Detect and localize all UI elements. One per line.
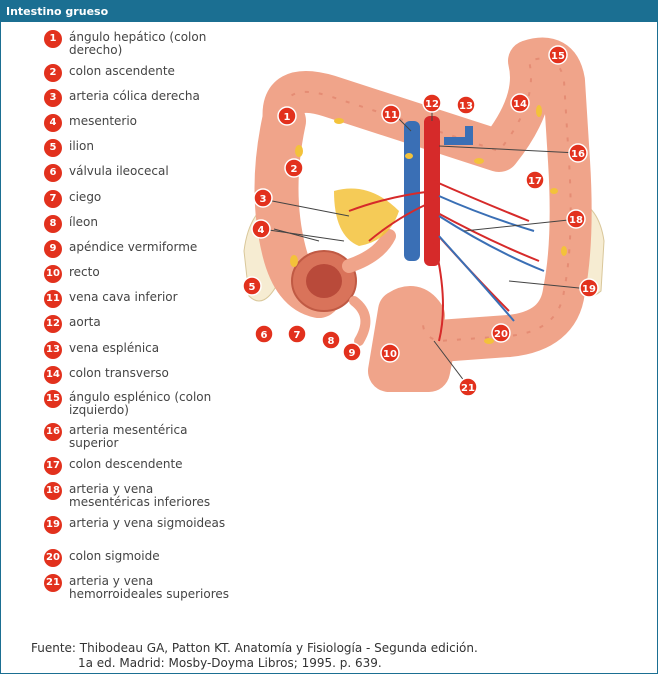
svg-text:18: 18 — [569, 215, 583, 226]
svg-text:19: 19 — [582, 284, 596, 295]
legend-label: ilion — [69, 139, 94, 153]
number-badge: 19 — [44, 516, 62, 534]
number-badge: 12 — [44, 315, 62, 333]
number-badge: 7 — [44, 190, 62, 208]
mesenteric-veins — [439, 196, 544, 321]
svg-text:6: 6 — [260, 330, 268, 341]
svg-text:21: 21 — [461, 383, 475, 394]
number-badge: 11 — [44, 290, 62, 308]
citation-line-2: 1a ed. Madrid: Mosby-Doyma Libros; 1995. p. 639. — [78, 656, 382, 670]
svg-text:8: 8 — [327, 336, 335, 347]
legend-label: arteria y vena hemorroideales superiores — [69, 574, 229, 601]
svg-text:20: 20 — [494, 329, 508, 340]
illustration-badge — [252, 220, 270, 238]
number-badge: 20 — [44, 549, 62, 567]
legend-label: colon descendente — [69, 457, 183, 471]
illustration-badge — [255, 325, 273, 343]
legend-label: colon sigmoide — [69, 549, 160, 563]
illustration-badge — [459, 378, 477, 396]
legend-label: vena cava inferior — [69, 290, 178, 304]
illustration-badge — [322, 331, 340, 349]
illustration-badge — [285, 159, 303, 177]
legend-label: colon ascendente — [69, 64, 175, 78]
legend-label: mesenterio — [69, 114, 138, 128]
svg-text:5: 5 — [248, 282, 256, 293]
legend-label: ángulo hepático (colon derecho) — [69, 30, 207, 57]
number-badge: 8 — [44, 215, 62, 233]
illustration-badge — [549, 46, 567, 64]
illustration-badge — [243, 277, 261, 295]
illustration-badge — [511, 94, 529, 112]
panel-title: Intestino grueso — [6, 5, 109, 18]
illustration-badge — [288, 325, 306, 343]
svg-text:4: 4 — [257, 225, 265, 236]
illustration-badge — [382, 105, 400, 123]
legend-label: vena esplénica — [69, 341, 160, 355]
legend-label: arteria y vena mesentéricas inferiores — [69, 482, 211, 509]
svg-text:17: 17 — [528, 176, 542, 187]
svg-text:3: 3 — [259, 194, 267, 205]
svg-text:1: 1 — [283, 112, 291, 123]
illustration-badge — [567, 210, 585, 228]
svg-text:11: 11 — [384, 110, 398, 121]
legend-label: colon transverso — [69, 366, 169, 380]
svg-text:7: 7 — [293, 330, 301, 341]
number-badge: 10 — [44, 265, 62, 283]
legend-label: apéndice vermiforme — [69, 240, 198, 254]
inferior-vena-cava — [404, 121, 420, 261]
svg-text:13: 13 — [459, 101, 473, 112]
illustration-badge — [492, 324, 510, 342]
svg-text:9: 9 — [348, 348, 356, 359]
svg-text:15: 15 — [551, 51, 565, 62]
number-badge: 5 — [44, 139, 62, 157]
ileocecal-valve — [306, 264, 342, 298]
illustration-badge — [526, 171, 544, 189]
citation-line-1: Fuente: Thibodeau GA, Patton KT. Anatomía y Fisiología - Segunda edición. — [31, 641, 478, 655]
legend-label: arteria cólica derecha — [69, 89, 200, 103]
legend-label: ángulo esplénico (colon izquierdo) — [69, 390, 212, 417]
illustration-badge — [457, 96, 475, 114]
legend-label: recto — [69, 265, 100, 279]
svg-text:2: 2 — [290, 164, 298, 175]
number-badge: 15 — [44, 390, 62, 408]
number-badge: 4 — [44, 114, 62, 132]
large-intestine-illustration — [239, 41, 609, 394]
title-bar — [1, 1, 657, 22]
illustration-badge — [381, 344, 399, 362]
number-badge: 9 — [44, 240, 62, 258]
legend-label: íleon — [69, 215, 98, 229]
legend-label: aorta — [69, 315, 101, 329]
illustration-badge — [423, 94, 441, 112]
number-badge: 21 — [44, 574, 62, 592]
illustration-badge — [278, 107, 296, 125]
number-badge: 1 — [44, 30, 62, 48]
number-badge: 2 — [44, 64, 62, 82]
svg-text:14: 14 — [513, 99, 527, 110]
source-citation — [31, 641, 478, 671]
illustration-badge — [580, 279, 598, 297]
illustration-badge — [569, 144, 587, 162]
number-badge: 13 — [44, 341, 62, 359]
number-badge: 18 — [44, 482, 62, 500]
illustration-badge — [343, 343, 361, 361]
svg-text:10: 10 — [383, 349, 397, 360]
legend-label: válvula ileocecal — [69, 164, 169, 178]
appendix — [354, 301, 365, 341]
svg-text:16: 16 — [571, 149, 585, 160]
svg-text:12: 12 — [425, 99, 439, 110]
illustration-badge — [254, 189, 272, 207]
number-badge: 6 — [44, 164, 62, 182]
legend-label: arteria y vena sigmoideas — [69, 516, 226, 530]
number-badge: 17 — [44, 457, 62, 475]
legend-label: arteria mesentérica superior — [69, 423, 188, 450]
number-badge: 3 — [44, 89, 62, 107]
number-badge: 16 — [44, 423, 62, 441]
number-badge: 14 — [44, 366, 62, 384]
legend-label: ciego — [69, 190, 102, 204]
